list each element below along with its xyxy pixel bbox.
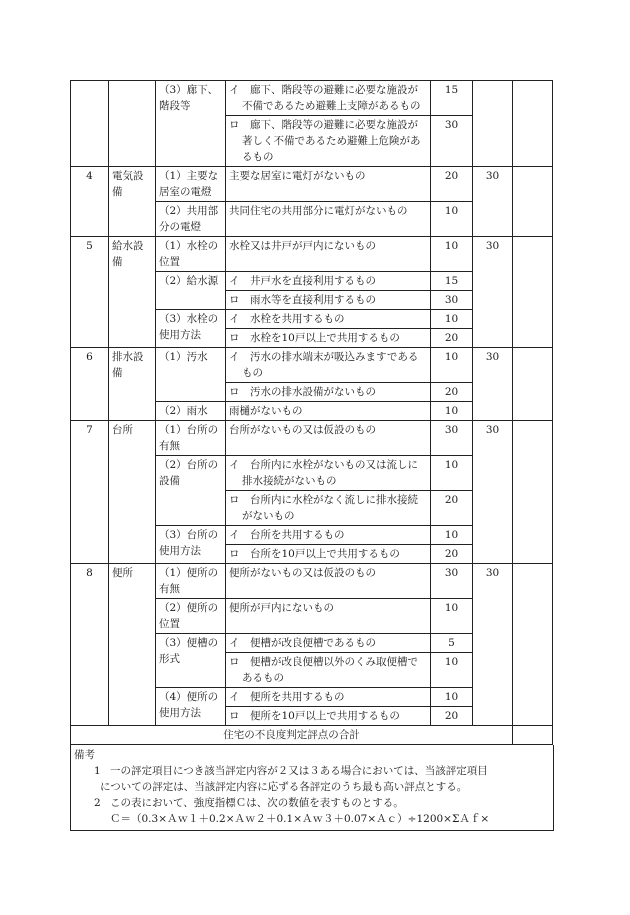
criteria-text: ロ 廊下、階段等の避難に必要な施設が著しく不備であるため避難上危険があるもの [229,119,421,163]
evaluation-item: （1）水栓の位置 [156,237,226,272]
criteria-text: ロ 雨水等を直接利用するもの [229,294,376,306]
group-number [71,81,109,167]
criteria-score: 20 [431,491,473,526]
criteria-score: 10 [431,348,473,383]
criteria-text: イ 台所を共用するもの [229,529,345,541]
evaluation-criteria [226,491,431,526]
note-2 [74,795,550,811]
evaluation-criteria [226,456,431,491]
criteria-text: ロ 水栓を10戸以上で共用するもの [229,332,400,344]
group-number: 8 [71,564,109,726]
evaluation-criteria [226,116,431,167]
evaluation-item: （3）便槽の形式 [156,634,226,688]
group-name: 便所 [109,564,156,726]
criteria-text: 水栓又は井戸が戸内にないもの [229,240,376,252]
group-result-cell [513,421,553,564]
sum-row-value [513,726,553,745]
criteria-score: 20 [431,545,473,564]
criteria-text: ロ 台所を10戸以上で共用するもの [229,548,400,560]
criteria-score: 30 [431,116,473,167]
criteria-score: 20 [431,329,473,348]
evaluation-criteria [226,291,431,310]
group-result-cell [513,564,553,726]
notes-heading: 備考 [74,749,95,761]
group-max-score: 30 [473,421,513,564]
group-name: 電気設備 [109,167,156,237]
criteria-text: イ 便所を共用するもの [229,691,345,703]
note-1-text: 一の評定項目につき該当評定内容が２又は３ある場合においては、当該評定項目 [110,765,488,777]
evaluation-criteria [226,545,431,564]
evaluation-criteria [226,348,431,383]
evaluation-criteria [226,329,431,348]
evaluation-criteria [226,383,431,402]
sum-row [71,726,553,745]
evaluation-item: （1）便所の有無 [156,564,226,599]
criteria-text: イ 水栓を共用するもの [229,313,345,325]
evaluation-criteria [226,402,431,421]
criteria-score: 10 [431,202,473,237]
evaluation-criteria [226,421,431,456]
group-result-cell [513,237,553,348]
evaluation-item: （3）廊下、階段等 [156,81,226,167]
criteria-text: 便所がないもの又は仮設のもの [229,567,376,579]
note-1 [74,763,550,779]
criteria-text: ロ 汚水の排水設備がないもの [229,386,376,398]
sum-row-label: 住宅の不良度判定評点の合計 [71,726,513,745]
group-result-cell [513,348,553,421]
evaluation-criteria [226,310,431,329]
group-max-score [473,81,513,167]
table-body [71,81,553,726]
criteria-score: 20 [431,383,473,402]
criteria-score: 10 [431,310,473,329]
criteria-score: 10 [431,402,473,421]
group-name: 給水設備 [109,237,156,348]
group-max-score: 30 [473,564,513,726]
group-number: 6 [71,348,109,421]
strength-index-formula: Ｃ＝（0.3×Ａｗ１＋0.2×Ａｗ２＋0.1×Ａｗ３＋0.07×Ａｃ）÷1200×ΣＡｆ× [110,813,490,825]
evaluation-criteria [226,634,431,653]
note-2-text: この表において、強度指標Ｃは、次の数値を表すものとする。 [110,797,404,809]
evaluation-item: （1）主要な居室の電燈 [156,167,226,202]
evaluation-item: （2）台所の設備 [156,456,226,526]
group-max-score: 30 [473,237,513,348]
group-max-score: 30 [473,348,513,421]
criteria-text: 主要な居室に電灯がないもの [229,170,366,182]
group-name: 台所 [109,421,156,564]
criteria-score: 10 [431,456,473,491]
evaluation-item: （2）雨水 [156,402,226,421]
table-row [71,81,553,116]
criteria-score: 5 [431,634,473,653]
evaluation-item: （4）便所の使用方法 [156,688,226,726]
criteria-text: ロ 便所を10戸以上で共用するもの [229,710,400,722]
criteria-score: 20 [431,707,473,726]
evaluation-criteria [226,599,431,634]
criteria-text: ロ 台所内に水栓がなく流しに排水接続がないもの [229,494,418,522]
evaluation-table [70,80,553,745]
criteria-text: イ 廊下、階段等の避難に必要な施設が不備であるため避難上支障があるもの [229,84,421,112]
evaluation-item: （3）水栓の使用方法 [156,310,226,348]
group-number: 7 [71,421,109,564]
note-1-label: 1 [94,765,101,777]
evaluation-criteria [226,237,431,272]
criteria-score: 30 [431,291,473,310]
evaluation-item: （2）便所の位置 [156,599,226,634]
evaluation-criteria [226,526,431,545]
evaluation-criteria [226,707,431,726]
criteria-text: 台所がないもの又は仮設のもの [229,424,376,436]
criteria-text: 雨樋がないもの [229,405,303,417]
criteria-text: イ 台所内に水栓がないもの又は流しに排水接続がないもの [229,459,418,487]
evaluation-criteria [226,688,431,707]
evaluation-criteria [226,564,431,599]
criteria-text: イ 汚水の排水端末が吸込みますであるもの [229,351,419,379]
criteria-text: 便所が戸内にないもの [229,602,334,614]
evaluation-criteria [226,653,431,688]
group-name [109,81,156,167]
group-number: 5 [71,237,109,348]
criteria-score: 15 [431,272,473,291]
criteria-score: 10 [431,599,473,634]
group-result-cell [513,81,553,167]
table-row [71,564,553,599]
criteria-score: 10 [431,526,473,545]
notes-section [70,745,554,831]
evaluation-criteria [226,167,431,202]
evaluation-item: （2）共用部分の電燈 [156,202,226,237]
group-result-cell [513,167,553,237]
table-row [71,237,553,272]
document-page [70,80,552,831]
criteria-text: イ 便槽が改良便槽であるもの [229,637,376,649]
criteria-text: ロ 便槽が改良便槽以外のくみ取便槽であるもの [229,656,418,684]
evaluation-item: （1）台所の有無 [156,421,226,456]
group-number: 4 [71,167,109,237]
note-1-continuation: についての評定は、当該評定内容に応ずる各評定のうち最も高い評点とする。 [100,781,468,793]
evaluation-item: （2）給水源 [156,272,226,310]
criteria-score: 15 [431,81,473,116]
criteria-text: イ 井戸水を直接利用するもの [229,275,376,287]
evaluation-item: （3）台所の使用方法 [156,526,226,564]
group-name: 排水設備 [109,348,156,421]
table-row [71,167,553,202]
criteria-score: 30 [431,421,473,456]
table-row [71,348,553,383]
criteria-score: 20 [431,167,473,202]
evaluation-criteria [226,272,431,291]
criteria-score: 10 [431,653,473,688]
evaluation-criteria [226,81,431,116]
criteria-text: 共同住宅の共用部分に電灯がないもの [229,205,408,217]
criteria-score: 10 [431,688,473,707]
evaluation-item: （1）汚水 [156,348,226,402]
criteria-score: 10 [431,237,473,272]
evaluation-criteria [226,202,431,237]
criteria-score: 30 [431,564,473,599]
group-max-score: 30 [473,167,513,237]
note-2-label: 2 [94,797,101,809]
table-row [71,421,553,456]
